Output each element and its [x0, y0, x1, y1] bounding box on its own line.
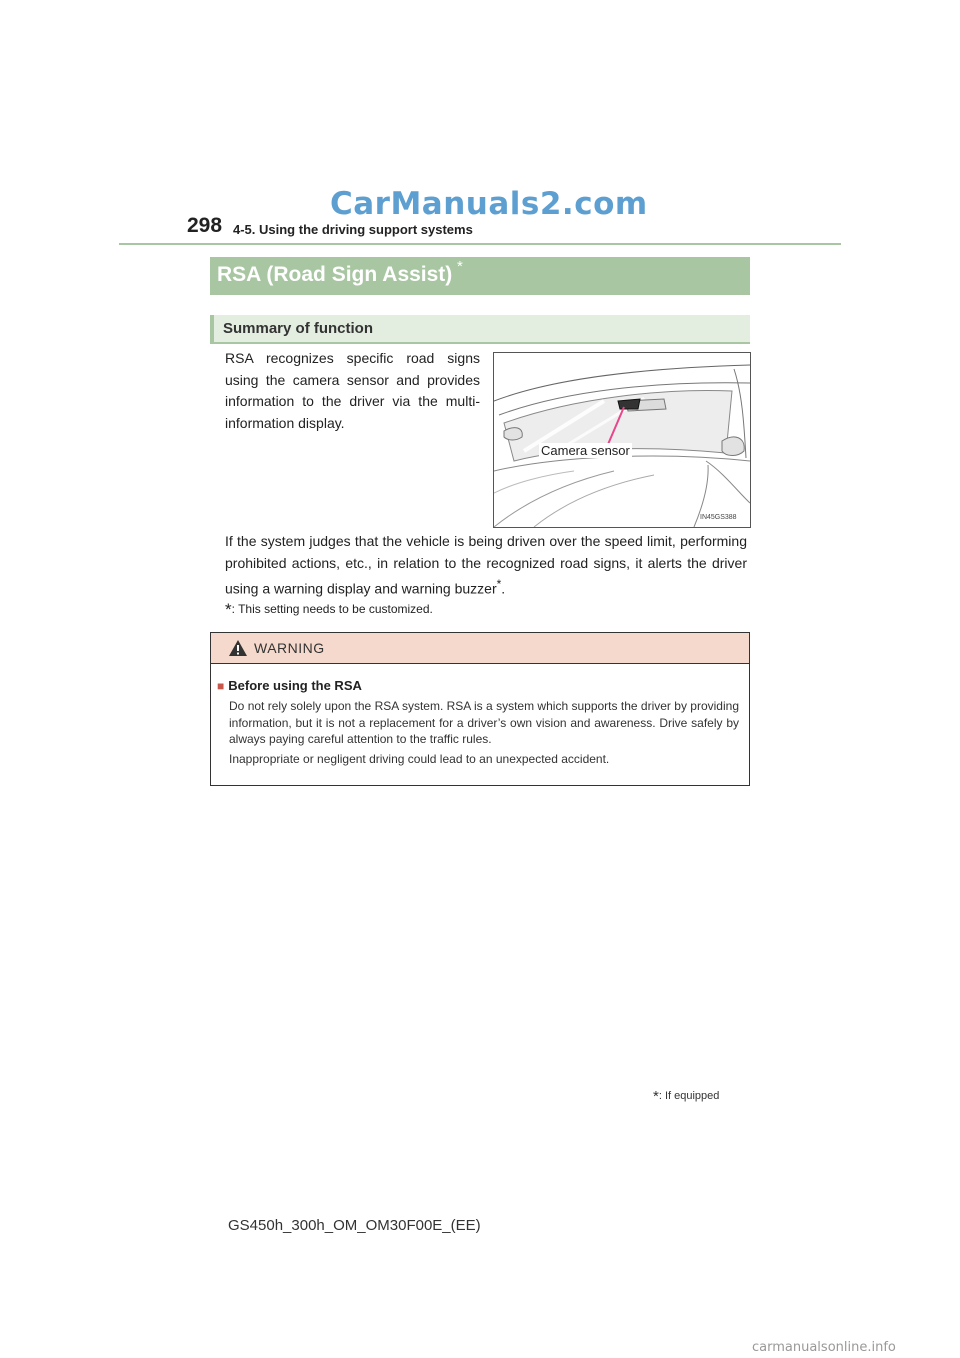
callout-label: Camera sensor	[541, 443, 630, 458]
body-paragraph-text: If the system judges that the vehicle is being driven over the speed limit, performing prohibited actions, etc., in relation to the recognized road signs, it alerts the driver using a warning display and warning buzzer	[225, 533, 747, 597]
warning-header	[211, 633, 749, 664]
warning-triangle-icon	[228, 639, 248, 657]
footnote-text: : This setting needs to be customized.	[231, 602, 433, 616]
footnote-asterisk: *	[225, 600, 232, 619]
figure-code: IN45GS388	[700, 514, 737, 521]
body-paragraph-end: .	[501, 580, 506, 597]
if-equipped-asterisk: *	[653, 1088, 659, 1105]
subtitle-bar	[210, 315, 750, 344]
if-equipped-text: : If equipped	[658, 1090, 720, 1102]
subtitle-accent	[210, 315, 214, 344]
body-asterisk: *	[496, 577, 502, 591]
section-header: 4-5. Using the driving support systems	[233, 222, 473, 237]
watermark-top: CarManuals2.com	[330, 186, 648, 222]
document-code: GS450h_300h_OM_OM30F00E_(EE)	[228, 1217, 481, 1234]
warning-box	[210, 632, 750, 786]
warning-paragraph-1: Do not rely solely upon the RSA system. RSA is a system which supports the driver by providing information, but it is not a replacement for a driver’s own vision and awareness. Drive safely by always paying careful attention to the traffic rules.	[229, 699, 739, 746]
section-title: RSA (Road Sign Assist)	[217, 263, 453, 286]
subtitle: Summary of function	[223, 320, 374, 337]
body-paragraph	[225, 531, 747, 600]
footnote	[225, 600, 433, 620]
warning-label: WARNING	[254, 640, 325, 656]
warning-item-title	[217, 678, 362, 693]
watermark-bottom: carmanualsonline.info	[752, 1340, 896, 1355]
page-number: 298	[187, 214, 223, 237]
camera-sensor-figure	[493, 352, 751, 528]
warning-item-title-text: Before using the RSA	[228, 678, 362, 693]
if-equipped-note	[653, 1088, 719, 1105]
section-title-bar	[210, 257, 750, 295]
intro-text: RSA recognizes specific road signs using the camera sensor and provides information to the driver via the multi-information display.	[225, 350, 480, 431]
warning-paragraph-2: Inappropriate or negligent driving could lead to an unexpected accident.	[229, 752, 610, 766]
bullet-square-icon: ■	[217, 679, 225, 693]
title-asterisk: *	[457, 258, 463, 275]
header-rule	[119, 243, 841, 245]
car-windshield-illustration	[494, 353, 750, 527]
